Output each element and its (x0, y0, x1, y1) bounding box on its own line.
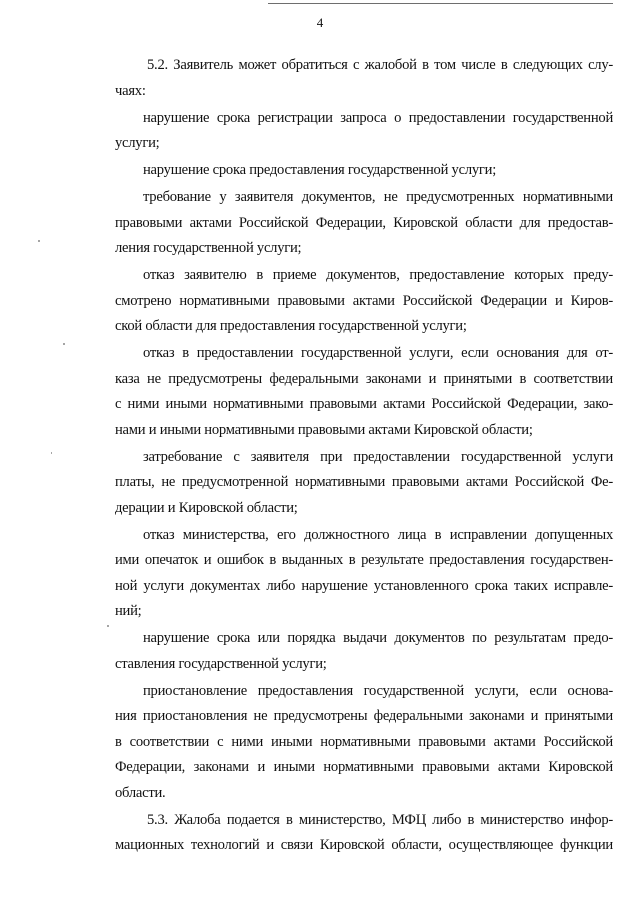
text-line: затребование с заявителя при предоставлении государственной услуги (143, 448, 613, 465)
text-line: ской области для предоставления государственной услуги; (115, 318, 467, 334)
text-line: Федерации, законами и иными нормативными правовыми актами Кировской (115, 759, 613, 775)
scan-speck (63, 343, 65, 345)
paragraph-item-9 (115, 679, 613, 807)
scan-speck (51, 452, 52, 454)
document-body (115, 53, 613, 860)
paragraph-5-2 (115, 53, 613, 104)
paragraph-item-8 (115, 626, 613, 677)
text-line: области. (115, 784, 166, 801)
text-line: чаях: (115, 82, 146, 99)
text-line: ими опечаток и ошибок в выданных в результате предоставления государствен- (115, 552, 613, 568)
text-line: ной услуги документах либо нарушение установленного срока таких исправле- (115, 577, 613, 594)
text-line: нарушение срока или порядка выдачи документов по результатам предо- (143, 630, 613, 646)
text-line: 5.3. Жалоба подается в министерство, МФЦ либо в министерство инфор- (147, 811, 613, 828)
text-line: отказ заявителю в приеме документов, предоставление которых преду- (143, 267, 613, 283)
text-line: с ними иными нормативными правовыми актами Российской Федерации, зако- (115, 396, 613, 412)
text-line: нарушение срока предоставления государственной услуги; (143, 162, 497, 178)
text-line: требование у заявителя документов, не предусмотренных нормативными (143, 189, 613, 205)
text-line: ставления государственной услуги; (115, 655, 327, 672)
paragraph-item-5 (115, 341, 613, 443)
text-line: отказ в предоставлении государственной услуги, если основания для от- (143, 345, 613, 361)
top-scan-edge-line (268, 3, 613, 4)
text-line: нарушение срока регистрации запроса о предоставлении государственной (143, 109, 613, 126)
text-line: услуги; (115, 135, 160, 151)
paragraph-item-2 (115, 158, 613, 184)
text-line: нами и иными нормативными правовыми актами Кировской области; (115, 421, 533, 438)
text-line: каза не предусмотрены федеральными законами и принятыми в соответствии (115, 370, 613, 387)
text-line: 5.2. Заявитель может обратиться с жалобой в том числе в следующих слу- (147, 57, 613, 73)
text-line: правовыми актами Российской Федерации, Кировской области для предостав- (115, 214, 613, 231)
text-line: приостановление предоставления государственной услуги, если основа- (143, 682, 613, 699)
paragraph-item-4 (115, 263, 613, 340)
paragraph-5-3 (115, 808, 613, 859)
text-line: в соответствии с ними иными нормативными правовыми актами Российской (115, 733, 613, 750)
text-line: ния приостановления не предусмотрены федеральными законами и принятыми (115, 708, 613, 724)
text-line: дерации и Кировской области; (115, 499, 298, 516)
text-line: смотрено нормативными правовыми актами Российской Федерации и Киров- (115, 292, 613, 309)
text-line: мационных технологий и связи Кировской области, осуществляющее функции (115, 837, 613, 853)
text-line: ний; (115, 603, 142, 619)
text-line: отказ министерства, его должностного лица в исправлении допущенных (143, 526, 613, 543)
page-number: 4 (316, 15, 324, 30)
text-line: ления государственной услуги; (115, 240, 302, 256)
paragraph-item-6 (115, 445, 613, 522)
text-line: платы, не предусмотренной нормативными правовыми актами Российской Фе- (115, 474, 613, 490)
paragraph-item-3 (115, 185, 613, 262)
paragraph-item-1 (115, 106, 613, 157)
paragraph-item-7 (115, 523, 613, 625)
scan-speck (107, 625, 109, 627)
scan-speck (38, 240, 40, 242)
